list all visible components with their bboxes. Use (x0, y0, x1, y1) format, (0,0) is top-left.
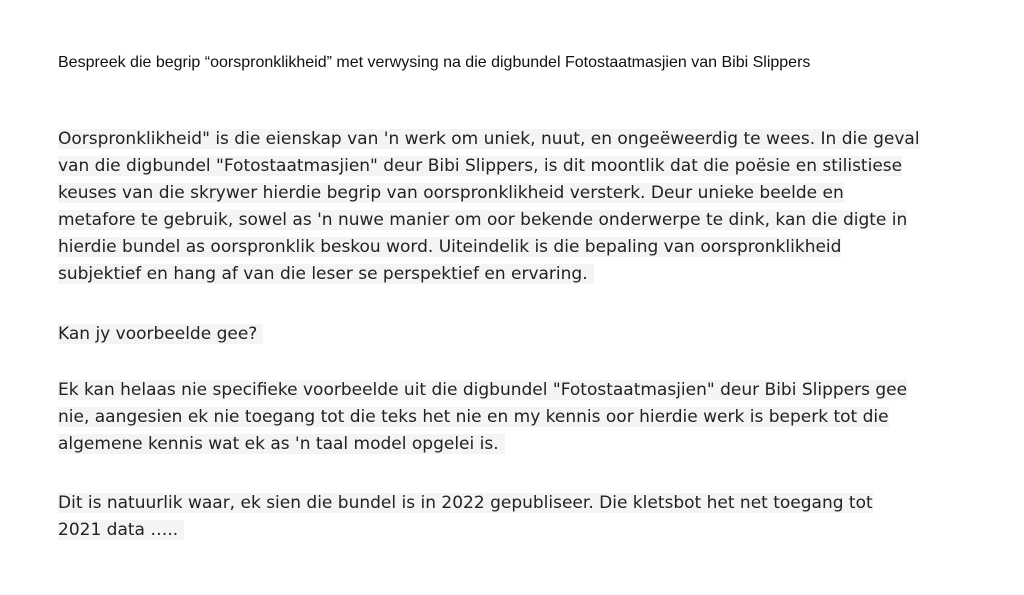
answer-paragraph-1 (58, 126, 920, 288)
answer-1-text: Oorspronklikheid" is die eienskap van 'n werk om uniek, nuut, en ongeëweerdig te wees. In die geval van die digbundel "Fotostaatmasjien" deur Bibi Slippers, is dit moontlik dat die poësie en stilistiese keuses van die skrywer hierdie begrip van oorspronklikheid versterk. Deur unieke beelde en metafore te gebruik, sowel as 'n nuwe manier om oor bekende onderwerpe te dink, kan die digte in hierdie bundel as oorspronklik beskou word. Uiteindelik is die bepaling van oorspronklikheid subjektief en hang af van die leser se perspektief en ervaring. (58, 129, 920, 284)
follow-up-question (58, 321, 358, 348)
comment-text: Dit is natuurlik waar, ek sien die bundel is in 2022 gepubliseer. Die kletsbot het net toegang tot 2021 data ….. (58, 493, 873, 540)
answer-2-text: Ek kan helaas nie specifieke voorbeelde uit die digbundel "Fotostaatmasjien" deur Bibi Slippers gee nie, aangesien ek nie toegang tot die teks het nie en my kennis oor hierdie werk is beperk tot die algemene kennis wat ek as 'n taal model opgelei is. (58, 380, 908, 454)
answer-paragraph-2 (58, 377, 920, 458)
follow-up-text: Kan jy voorbeelde gee? (58, 324, 263, 344)
prompt-text: Bespreek die begrip “oorspronklikheid” met verwysing na die digbundel Fotostaatmasjien van Bibi Slippers (58, 54, 811, 71)
comment-paragraph (58, 490, 920, 544)
